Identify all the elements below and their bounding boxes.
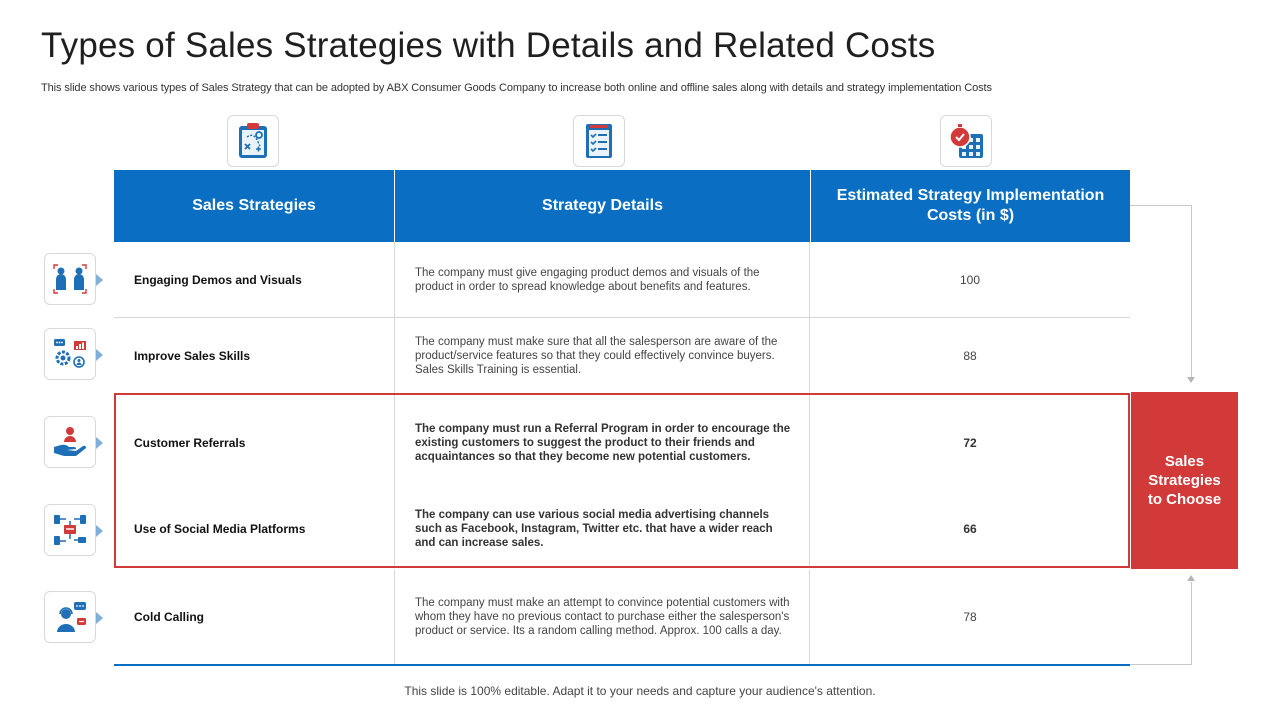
table-row	[114, 570, 1130, 664]
strategy-name: Engaging Demos and Visuals	[134, 272, 302, 287]
strategy-details: The company can use various social media advertising channels such as Facebook, Instagram, Twitter etc. that have a wider reach and can increase sales.	[394, 490, 810, 568]
strategy-board-icon	[227, 115, 279, 167]
connector-line-bottom	[1130, 664, 1192, 665]
table-row	[114, 318, 1130, 393]
slide-title: Types of Sales Strategies with Details and Related Costs	[41, 26, 936, 65]
chevron-right-icon	[96, 274, 103, 286]
strategy-name: Use of Social Media Platforms	[134, 522, 306, 536]
chevron-right-icon	[96, 437, 103, 449]
chevron-right-icon	[96, 349, 103, 361]
table-row	[114, 242, 1130, 317]
arrow-down-icon	[1187, 377, 1195, 383]
hand-person-icon	[44, 416, 96, 468]
strategy-name: Improve Sales Skills	[134, 348, 251, 363]
strategy-cost: 88	[963, 348, 977, 363]
strategy-details: The company must make sure that all the salesperson are aware of the product/service features so that they could effectively convince buyers. Sales Skills Training is essential.	[394, 318, 810, 393]
header-sales-strategies: Sales Strategies	[192, 197, 316, 214]
sales-strategies-to-choose-callout: Sales Strategies to Choose	[1131, 392, 1238, 569]
checklist-document-icon	[573, 115, 625, 167]
chevron-right-icon	[96, 612, 103, 624]
stopwatch-calendar-icon	[940, 115, 992, 167]
table-header	[114, 170, 1130, 242]
strategy-name: Customer Referrals	[134, 435, 246, 450]
table-row	[114, 490, 1130, 568]
strategy-cost: 66	[963, 522, 977, 536]
social-network-icon	[44, 504, 96, 556]
strategy-cost: 72	[963, 435, 977, 450]
connector-line-bottom-vertical	[1191, 582, 1192, 664]
call-agent-icon	[44, 591, 96, 643]
strategy-details: The company must make an attempt to convince potential customers with whom they have no previous contact to purchase either the salesperson's product or service. Its a random calling method. Approx. 100 calls a day.	[394, 570, 810, 664]
connector-line-top	[1130, 205, 1192, 206]
strategy-cost: 100	[959, 272, 981, 287]
connector-line-top-vertical	[1191, 205, 1192, 377]
header-implementation-costs: Estimated Strategy Implementation Costs (in $)	[810, 170, 1130, 242]
header-strategy-details: Strategy Details	[394, 170, 810, 242]
strategy-details: The company must give engaging product demos and visuals of the product in order to spread knowledge about benefits and features.	[394, 242, 810, 317]
strategy-cost: 78	[963, 610, 977, 624]
slide-footer: This slide is 100% editable. Adapt it to your needs and capture your audience's attention.	[404, 684, 876, 698]
table-row	[114, 395, 1130, 490]
strategy-name: Cold Calling	[134, 610, 204, 624]
slide-subtitle: This slide shows various types of Sales Strategy that can be adopted by ABX Consumer Goods Company to increase both online and offline sales along with details and strategy implementation Costs	[41, 82, 992, 94]
chevron-right-icon	[96, 525, 103, 537]
strategy-details: The company must run a Referral Program in order to encourage the existing customers to suggest the product to their friends and acquaintances so that they become new potential customers.	[394, 395, 810, 490]
skills-gear-chart-icon	[44, 328, 96, 380]
table-bottom-border	[114, 664, 1130, 666]
arrow-up-icon	[1187, 575, 1195, 581]
people-exchange-icon	[44, 253, 96, 305]
